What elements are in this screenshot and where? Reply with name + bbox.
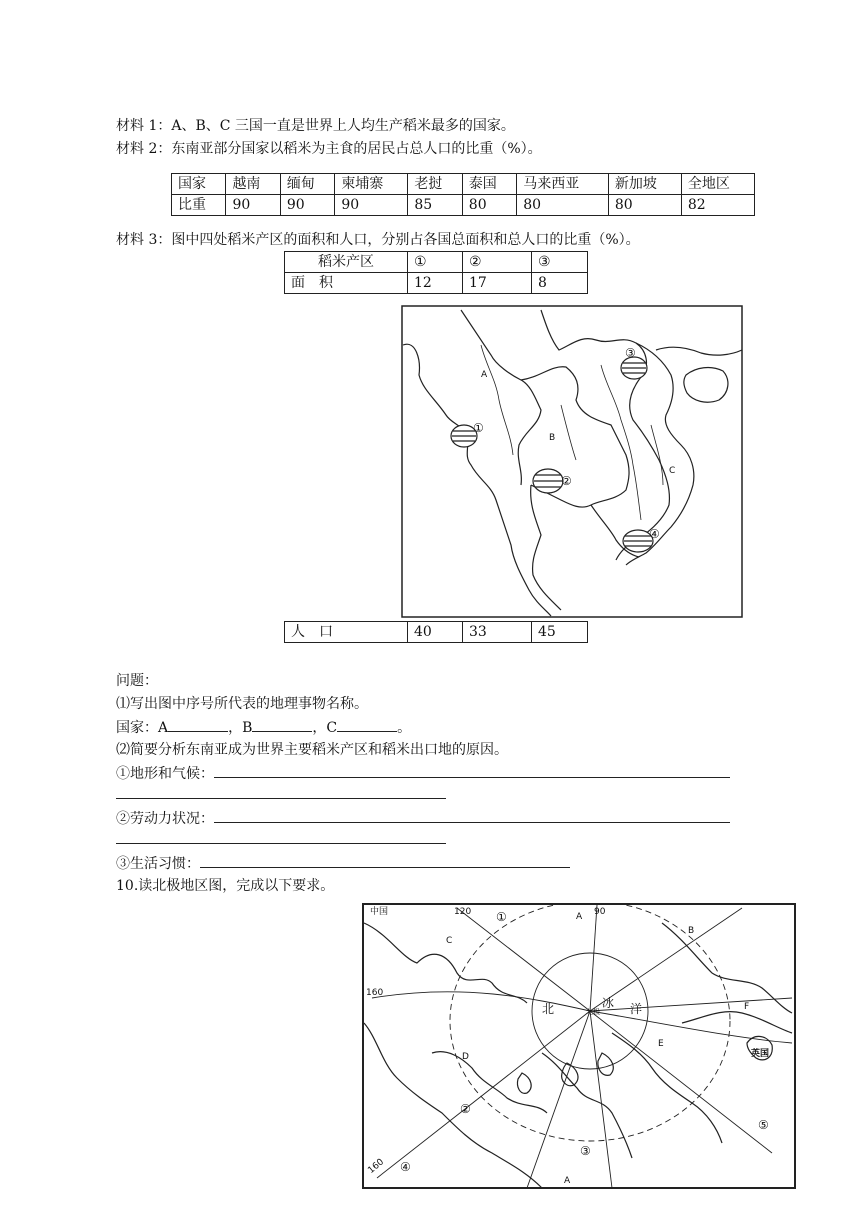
question-2-3 (116, 853, 570, 874)
table-cell: 90 (335, 195, 408, 216)
question-1-countries (116, 717, 411, 738)
country-b-prompt: ，B (228, 720, 253, 736)
table-cell: 泰国 (462, 174, 516, 195)
table-cell: 全地区 (681, 174, 754, 195)
country-a-label: A (481, 370, 488, 380)
label-e: E (658, 1039, 664, 1049)
table-cell: 90 (280, 195, 334, 216)
country-b-label: B (549, 433, 556, 443)
material-3: 材料 3：图中四处稻米产区的面积和人口，分别占各国总面积和总人口的比重（%）。 (116, 232, 640, 248)
answer-c-blank[interactable] (337, 717, 397, 732)
ocean-label-3: 洋 (630, 1002, 643, 1016)
material-2: 材料 2：东南亚部分国家以稻米为主食的居民占总人口的比重（%）。 (116, 141, 542, 157)
table-cell: ① (408, 252, 463, 273)
ocean-label-1: 北 (542, 1002, 555, 1016)
table-cell: 80 (462, 195, 516, 216)
answer-a-blank[interactable] (168, 717, 228, 732)
label-f: F (744, 1002, 750, 1012)
table-row (285, 252, 588, 273)
question-1: ⑴写出图中序号所代表的地理事物名称。 (116, 696, 368, 712)
answer-b-blank[interactable] (252, 717, 312, 732)
table-cell: 国家 (172, 174, 226, 195)
table-cell: 老挝 (408, 174, 462, 195)
question-2-1 (116, 763, 730, 784)
label-a-top: A (576, 912, 583, 922)
rice-area-table (284, 251, 588, 294)
terrain-climate-prompt: ①地形和气候： (116, 766, 214, 782)
country-a-prompt: 国家：A (116, 720, 169, 736)
table-row (172, 195, 755, 216)
label-b: B (688, 926, 695, 936)
table-cell: 稻米产区 (285, 252, 408, 273)
circle-5-label: ⑤ (758, 1118, 769, 1132)
label-c: C (446, 936, 453, 946)
habits-prompt: ③生活习惯： (116, 856, 200, 872)
country-c-label: C (669, 466, 676, 476)
table-cell: 面 积 (285, 273, 408, 294)
lon-90-label: 90 (594, 907, 606, 917)
table-cell: 82 (681, 195, 754, 216)
ocean-label-2: 冰 (602, 996, 615, 1010)
question-10: 10.读北极地区图，完成以下要求。 (116, 878, 335, 894)
habits-blank[interactable] (200, 853, 570, 868)
lon-120-label: 120 (454, 907, 472, 917)
rice-population-table (284, 621, 588, 643)
table-cell: 8 (532, 273, 588, 294)
table-row (285, 622, 588, 643)
country-c-prompt: ，C (312, 720, 338, 736)
question-2-2 (116, 808, 730, 829)
table-cell: 80 (517, 195, 609, 216)
table-cell: 12 (408, 273, 463, 294)
lon-160b-label: 160 (366, 1157, 387, 1176)
terrain-climate-blank-2[interactable] (116, 798, 446, 799)
table-cell: ② (463, 252, 532, 273)
uk-label: 英国 (751, 1049, 770, 1059)
region-2-label: ② (561, 474, 572, 488)
table-cell: ③ (532, 252, 588, 273)
table-cell: 40 (408, 622, 463, 643)
pole-label: 北极 (586, 1008, 600, 1016)
table-cell: 45 (532, 622, 588, 643)
question-end: 。 (397, 720, 412, 736)
table-cell: 新加坡 (608, 174, 681, 195)
table-row (285, 273, 588, 294)
label-d: D (462, 1052, 469, 1062)
table-row (172, 174, 755, 195)
table-cell: 85 (408, 195, 462, 216)
table-cell: 马来西亚 (517, 174, 609, 195)
labor-blank[interactable] (214, 808, 730, 823)
arctic-map (362, 903, 798, 1191)
circle-3-label: ③ (580, 1144, 591, 1158)
china-label: 中国 (370, 907, 389, 917)
table-cell: 越南 (226, 174, 280, 195)
table-cell: 人 口 (285, 622, 408, 643)
table-cell: 缅甸 (280, 174, 334, 195)
region-4-label: ④ (649, 527, 660, 541)
table-cell: 17 (463, 273, 532, 294)
material-1: 材料 1：A、B、C 三国一直是世界上人均生产稻米最多的国家。 (116, 118, 515, 134)
table-cell: 比重 (172, 195, 226, 216)
region-1-label: ① (473, 421, 484, 435)
table-cell: 33 (463, 622, 532, 643)
circle-1-label: ① (496, 910, 507, 924)
label-a-bottom: A (564, 1176, 571, 1186)
labor-prompt: ②劳动力状况： (116, 811, 214, 827)
table-cell: 90 (226, 195, 280, 216)
circle-4-label: ④ (400, 1160, 411, 1174)
labor-blank-2[interactable] (116, 843, 446, 844)
lon-160-label: 160 (366, 988, 384, 998)
terrain-climate-blank[interactable] (214, 763, 730, 778)
southeast-asia-map (401, 305, 743, 618)
table-cell: 柬埔寨 (335, 174, 408, 195)
circle-2-label: ② (460, 1102, 471, 1116)
rice-share-table (171, 173, 755, 216)
table-cell: 80 (608, 195, 681, 216)
questions-heading: 问题： (116, 673, 158, 689)
region-3-label: ③ (625, 346, 636, 360)
question-2: ⑵简要分析东南亚成为世界主要稻米产区和稻米出口地的原因。 (116, 742, 508, 758)
